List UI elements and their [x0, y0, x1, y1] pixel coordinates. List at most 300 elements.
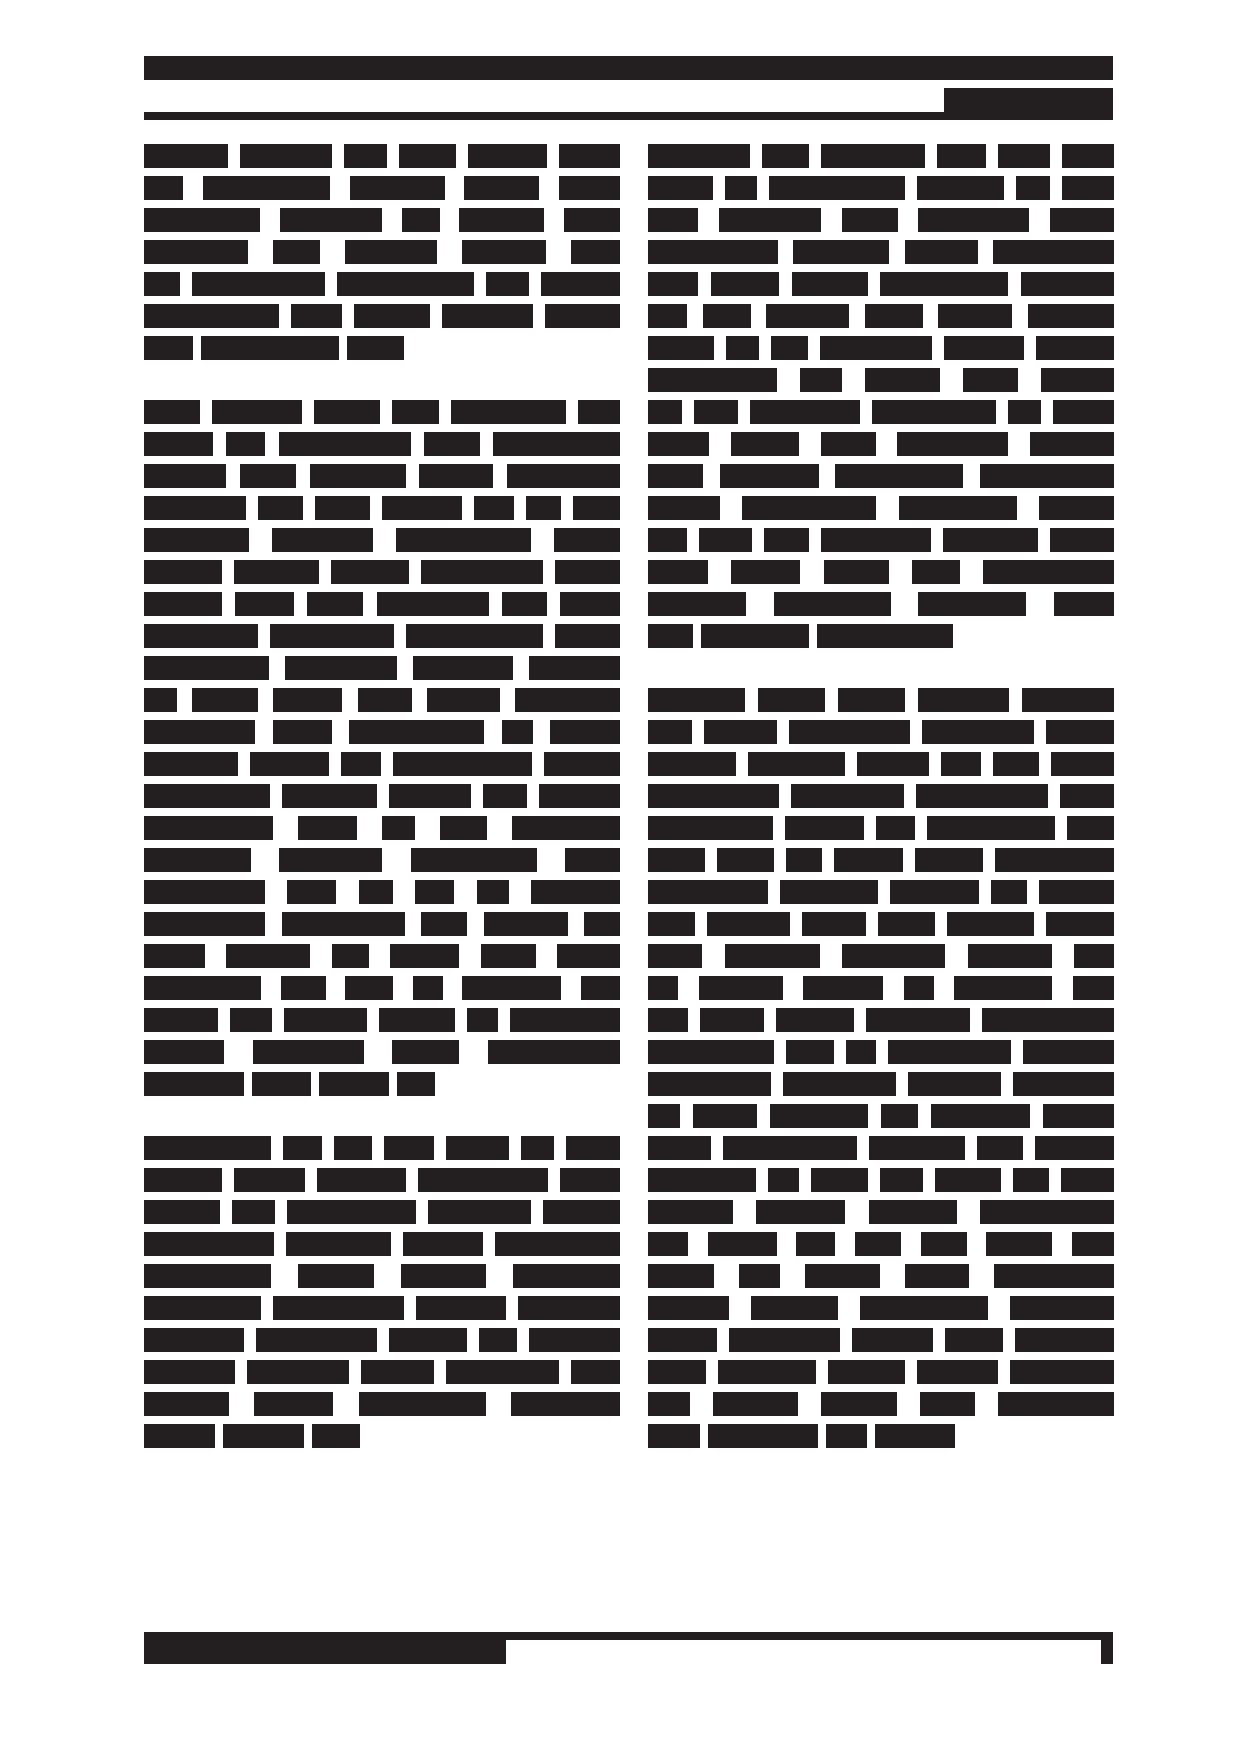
redacted-word	[1010, 1296, 1114, 1320]
redacted-word	[1022, 688, 1114, 712]
redacted-word	[704, 720, 777, 744]
redacted-word	[486, 272, 529, 296]
redacted-word	[927, 816, 1055, 840]
redacted-word	[341, 752, 381, 776]
redacted-word	[648, 1232, 688, 1256]
redacted-word	[758, 688, 825, 712]
redacted-word	[411, 848, 537, 872]
text-line	[648, 368, 1114, 392]
redacted-word	[256, 1328, 377, 1352]
redacted-word	[468, 144, 547, 168]
redacted-word	[786, 848, 822, 872]
redacted-word	[310, 464, 406, 488]
text-line	[648, 496, 1114, 520]
redacted-word	[748, 752, 845, 776]
redacted-word	[769, 176, 905, 200]
redacted-word	[543, 1200, 620, 1224]
redacted-word	[648, 1008, 688, 1032]
redacted-word	[648, 560, 708, 584]
redacted-word	[1074, 944, 1114, 968]
redacted-word	[565, 848, 620, 872]
redacted-word	[821, 1392, 897, 1416]
text-line	[648, 1104, 1114, 1128]
redacted-word	[144, 752, 238, 776]
redacted-word	[1072, 1232, 1114, 1256]
redacted-word	[768, 1168, 799, 1192]
redacted-word	[869, 1136, 965, 1160]
text-line	[648, 688, 1114, 712]
redacted-word	[359, 1392, 486, 1416]
redacted-word	[700, 1008, 764, 1032]
redacted-word	[718, 1360, 816, 1384]
redacted-word	[648, 1168, 756, 1192]
redacted-word	[484, 912, 568, 936]
redacted-word	[897, 432, 1008, 456]
redacted-word	[904, 976, 934, 1000]
redacted-word	[860, 1296, 988, 1320]
redacted-word	[406, 624, 543, 648]
text-line	[648, 944, 1114, 968]
redacted-word	[377, 592, 489, 616]
redacted-word	[223, 1424, 304, 1448]
redacted-word	[842, 208, 898, 232]
redacted-word	[144, 1072, 244, 1096]
text-line	[144, 816, 620, 840]
text-line	[144, 528, 620, 552]
redacted-word	[285, 656, 397, 680]
redacted-word	[144, 208, 260, 232]
text-line	[144, 304, 620, 328]
redacted-word	[559, 176, 620, 200]
redacted-word	[361, 1360, 434, 1384]
redacted-word	[986, 1232, 1052, 1256]
redacted-word	[250, 752, 329, 776]
text-line	[648, 1392, 1114, 1416]
redacted-word	[415, 880, 454, 904]
redacted-word	[648, 1264, 714, 1288]
redacted-word	[144, 720, 255, 744]
redacted-word	[560, 1168, 620, 1192]
redacted-word	[315, 496, 370, 520]
redacted-word	[648, 848, 705, 872]
redacted-word	[725, 944, 820, 968]
redacted-word	[708, 1232, 777, 1256]
redacted-word	[212, 400, 302, 424]
redacted-word	[413, 656, 513, 680]
redacted-word	[968, 944, 1052, 968]
text-line	[648, 592, 1114, 616]
text-line	[648, 816, 1114, 840]
redacted-word	[560, 592, 620, 616]
redacted-word	[144, 464, 226, 488]
redacted-word	[421, 912, 467, 936]
redacted-word	[699, 528, 752, 552]
redacted-word	[273, 720, 332, 744]
text-line	[144, 624, 620, 648]
redacted-word	[291, 304, 342, 328]
text-line	[144, 1136, 620, 1160]
redacted-word	[518, 1296, 620, 1320]
redacted-word	[337, 272, 474, 296]
redacted-word	[1053, 400, 1114, 424]
redacted-word	[427, 688, 500, 712]
text-line	[648, 1136, 1114, 1160]
redacted-word	[869, 1200, 957, 1224]
redacted-word	[529, 1328, 620, 1352]
redacted-word	[354, 304, 430, 328]
redacted-word	[800, 368, 842, 392]
redacted-word	[502, 720, 533, 744]
redacted-word	[144, 272, 180, 296]
redacted-word	[880, 1168, 923, 1192]
redacted-word	[428, 1200, 531, 1224]
text-line	[144, 720, 620, 744]
redacted-word	[1054, 592, 1114, 616]
redacted-word	[424, 432, 480, 456]
redacted-word	[791, 784, 904, 808]
redacted-word	[240, 144, 332, 168]
redacted-word	[397, 1072, 435, 1096]
redacted-word	[144, 624, 258, 648]
redacted-word	[998, 1392, 1114, 1416]
redacted-word	[462, 240, 546, 264]
redacted-word	[998, 144, 1050, 168]
redacted-word	[451, 400, 566, 424]
redacted-word	[821, 432, 876, 456]
redacted-word	[982, 1008, 1114, 1032]
redacted-word	[477, 880, 509, 904]
redacted-word	[750, 400, 860, 424]
redacted-word	[1036, 336, 1114, 360]
redacted-word	[776, 1008, 854, 1032]
text-line	[144, 784, 620, 808]
running-title	[0, 0, 1, 1]
text-line	[144, 880, 620, 904]
redacted-word	[751, 1296, 838, 1320]
redacted-word	[401, 1264, 486, 1288]
redacted-word	[144, 1008, 218, 1032]
redacted-word	[828, 1360, 905, 1384]
redacted-word	[994, 1264, 1114, 1288]
redacted-word	[648, 624, 693, 648]
redacted-word	[226, 432, 265, 456]
redacted-word	[899, 496, 1017, 520]
redacted-word	[234, 560, 319, 584]
text-line	[144, 240, 620, 264]
redacted-word	[917, 1360, 998, 1384]
text-line	[144, 176, 620, 200]
redacted-word	[403, 1232, 483, 1256]
redacted-word	[279, 848, 382, 872]
text-line	[144, 208, 620, 232]
redacted-word	[144, 336, 193, 360]
redacted-word	[1030, 432, 1114, 456]
redacted-word	[729, 1328, 840, 1352]
redacted-word	[648, 784, 779, 808]
redacted-word	[648, 880, 768, 904]
redacted-word	[916, 784, 1048, 808]
redacted-word	[479, 1328, 517, 1352]
text-line	[648, 240, 1114, 264]
redacted-word	[201, 336, 339, 360]
redacted-word	[792, 272, 868, 296]
redacted-word	[1046, 720, 1114, 744]
redacted-word	[413, 976, 443, 1000]
redacted-word	[144, 400, 200, 424]
redacted-word	[283, 1136, 322, 1160]
redacted-word	[144, 1424, 215, 1448]
redacted-word	[842, 944, 945, 968]
redacted-word	[881, 1104, 918, 1128]
redacted-word	[915, 848, 983, 872]
redacted-word	[648, 1360, 706, 1384]
redacted-word	[783, 1072, 896, 1096]
redacted-word	[421, 560, 543, 584]
redacted-word	[1062, 144, 1114, 168]
redacted-word	[648, 432, 709, 456]
redacted-word	[446, 1360, 559, 1384]
redacted-word	[144, 592, 222, 616]
redacted-word	[826, 1424, 867, 1448]
redacted-word	[502, 592, 547, 616]
redacted-word	[464, 176, 539, 200]
redacted-word	[648, 304, 687, 328]
redacted-word	[648, 400, 682, 424]
redacted-word	[852, 1328, 933, 1352]
redacted-word	[648, 1072, 771, 1096]
redacted-word	[467, 1008, 498, 1032]
redacted-word	[1041, 368, 1114, 392]
redacted-word	[584, 912, 620, 936]
redacted-word	[393, 752, 532, 776]
text-line	[648, 720, 1114, 744]
redacted-word	[648, 1392, 690, 1416]
redacted-word	[963, 368, 1018, 392]
text-line	[648, 560, 1114, 584]
text-line	[648, 528, 1114, 552]
running-subtitle-redacted	[944, 88, 1113, 112]
redacted-word	[890, 880, 979, 904]
redacted-word	[824, 560, 889, 584]
redacted-word	[247, 1360, 349, 1384]
text-line	[648, 176, 1114, 200]
redacted-word	[513, 1264, 620, 1288]
redacted-word	[1023, 1040, 1114, 1064]
redacted-word	[314, 400, 380, 424]
redacted-word	[144, 1168, 222, 1192]
redacted-word	[230, 1008, 272, 1032]
text-line	[648, 1168, 1114, 1192]
redacted-word	[399, 144, 456, 168]
text-line	[648, 784, 1114, 808]
text-line	[144, 144, 620, 168]
redacted-word	[474, 496, 514, 520]
redacted-word	[144, 688, 177, 712]
redacted-word	[720, 464, 819, 488]
redacted-word	[1046, 912, 1114, 936]
redacted-word	[334, 1136, 372, 1160]
redacted-word	[481, 944, 536, 968]
text-line	[144, 336, 412, 360]
redacted-word	[281, 976, 326, 1000]
redacted-word	[908, 1072, 1001, 1096]
redacted-word	[838, 688, 905, 712]
redacted-word	[270, 624, 394, 648]
redacted-word	[282, 784, 377, 808]
redacted-word	[287, 1200, 416, 1224]
redacted-word	[648, 1328, 717, 1352]
redacted-word	[566, 1136, 620, 1160]
text-line	[648, 272, 1114, 296]
redacted-word	[648, 1200, 733, 1224]
redacted-word	[512, 816, 620, 840]
redacted-word	[935, 1168, 1001, 1192]
redacted-word	[993, 752, 1039, 776]
redacted-word	[648, 208, 698, 232]
redacted-word	[144, 880, 265, 904]
redacted-word	[144, 144, 228, 168]
redacted-word	[770, 1104, 868, 1128]
redacted-word	[349, 720, 484, 744]
redacted-word	[694, 400, 738, 424]
redacted-word	[717, 848, 774, 872]
redacted-word	[571, 1360, 620, 1384]
redacted-word	[144, 1392, 229, 1416]
text-line	[648, 1296, 1114, 1320]
footer-text	[0, 0, 1, 1]
redacted-word	[943, 528, 1038, 552]
redacted-word	[550, 720, 620, 744]
redacted-word	[273, 688, 342, 712]
redacted-word	[917, 176, 1004, 200]
redacted-word	[384, 1136, 434, 1160]
redacted-word	[648, 1104, 680, 1128]
redacted-word	[648, 688, 745, 712]
page-number	[0, 0, 1, 1]
text-line	[144, 432, 620, 456]
redacted-word	[648, 528, 687, 552]
redacted-word	[648, 464, 703, 488]
text-line	[648, 304, 1114, 328]
redacted-word	[726, 336, 759, 360]
redacted-word	[578, 400, 620, 424]
redacted-word	[282, 912, 405, 936]
text-line	[144, 1328, 620, 1352]
redacted-word	[144, 432, 213, 456]
redacted-word	[144, 176, 183, 200]
text-line	[648, 880, 1114, 904]
text-line	[648, 1008, 1114, 1032]
redacted-word	[541, 272, 620, 296]
redacted-word	[703, 304, 751, 328]
redacted-word	[648, 496, 720, 520]
text-line	[144, 272, 620, 296]
page-number-redacted	[1101, 1640, 1113, 1664]
redacted-word	[648, 1136, 711, 1160]
redacted-word	[144, 1040, 224, 1064]
redacted-word	[144, 848, 251, 872]
redacted-word	[287, 880, 336, 904]
redacted-word	[418, 1168, 548, 1192]
redacted-word	[459, 208, 544, 232]
redacted-word	[711, 272, 779, 296]
redacted-word	[1061, 1168, 1114, 1192]
redacted-word	[273, 240, 320, 264]
redacted-word	[144, 1360, 235, 1384]
redacted-word	[1043, 1104, 1114, 1128]
redacted-word	[382, 496, 462, 520]
redacted-word	[648, 368, 777, 392]
redacted-word	[144, 912, 265, 936]
redacted-word	[280, 208, 382, 232]
redacted-word	[144, 1296, 261, 1320]
redacted-word	[774, 592, 891, 616]
redacted-word	[931, 1104, 1030, 1128]
redacted-word	[317, 1168, 406, 1192]
text-line	[144, 752, 620, 776]
redacted-word	[446, 1136, 509, 1160]
text-line	[144, 1200, 620, 1224]
redacted-word	[442, 304, 533, 328]
redacted-word	[875, 1424, 955, 1448]
redacted-word	[379, 1008, 455, 1032]
redacted-word	[1021, 272, 1114, 296]
redacted-word	[918, 688, 1009, 712]
redacted-word	[835, 464, 963, 488]
redacted-word	[817, 624, 953, 648]
redacted-word	[731, 560, 800, 584]
redacted-word	[876, 816, 915, 840]
text-line	[648, 976, 1114, 1000]
redacted-word	[764, 528, 809, 552]
redacted-word	[945, 1328, 1003, 1352]
redacted-word	[144, 976, 261, 1000]
redacted-word	[725, 176, 757, 200]
redacted-word	[331, 560, 409, 584]
text-line	[648, 1232, 1114, 1256]
redacted-word	[144, 240, 248, 264]
redacted-word	[529, 656, 620, 680]
text-line	[144, 656, 620, 680]
redacted-word	[258, 496, 303, 520]
redacted-word	[1008, 400, 1041, 424]
redacted-word	[581, 976, 620, 1000]
redacted-word	[1035, 1136, 1114, 1160]
text-line	[144, 592, 620, 616]
redacted-word	[865, 304, 923, 328]
redacted-word	[793, 240, 889, 264]
redacted-word	[144, 1328, 244, 1352]
redacted-word	[1013, 1168, 1049, 1192]
text-line	[144, 400, 620, 424]
redacted-word	[920, 1392, 975, 1416]
text-line	[144, 1264, 620, 1288]
redacted-word	[1050, 528, 1114, 552]
redacted-word	[284, 1008, 367, 1032]
redacted-word	[1013, 1072, 1114, 1096]
redacted-word	[555, 560, 620, 584]
redacted-word	[820, 336, 932, 360]
redacted-word	[1015, 1328, 1114, 1352]
text-line	[648, 1264, 1114, 1288]
redacted-word	[866, 1008, 970, 1032]
redacted-word	[254, 1392, 333, 1416]
redacted-word	[821, 528, 931, 552]
redacted-word	[648, 272, 698, 296]
text-line	[144, 1008, 620, 1032]
redacted-word	[905, 1264, 969, 1288]
text-line	[144, 1072, 495, 1096]
